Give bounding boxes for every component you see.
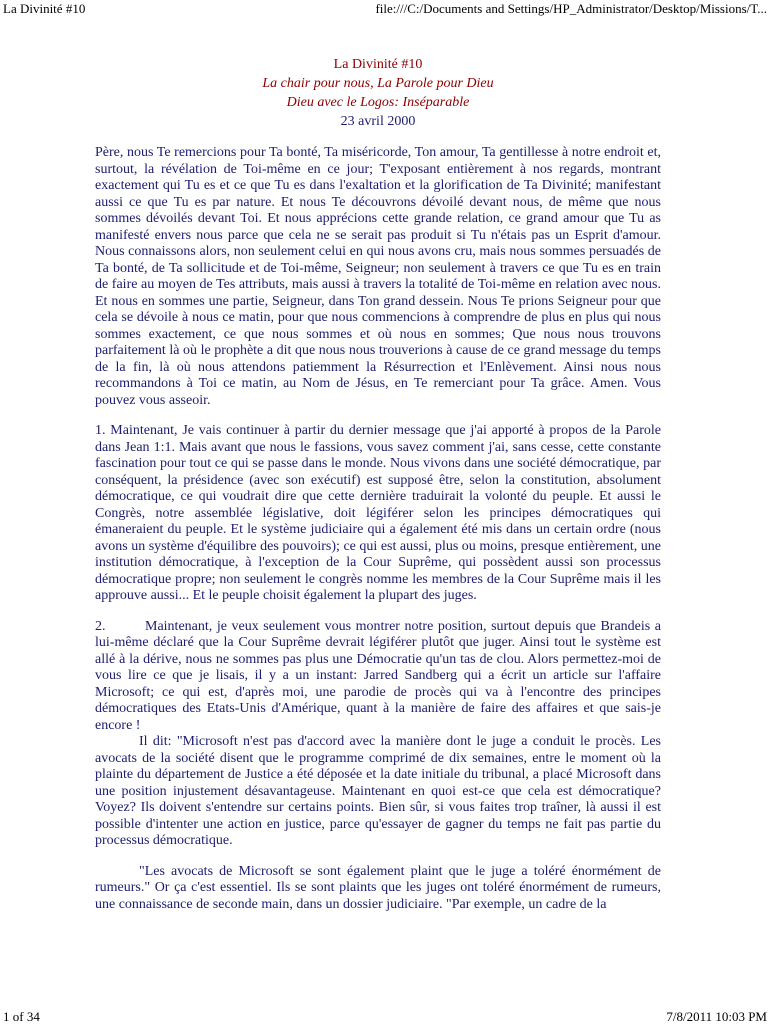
document-subtitle-2: Dieu avec le Logos: Inséparable	[286, 95, 470, 110]
paragraph-2	[95, 619, 661, 735]
page-count: 1 of 34	[3, 1009, 40, 1024]
document-body	[95, 55, 661, 927]
paragraph-1: 1. Maintenant, Je vais continuer à partir du dernier message que j'ai apporté à propos de la Parole dans Jean 1:1. Mais avant que nous le fassions, vous savez comment j'ai, sans cesse, cette constante fascination pour tout ce qui se passe dans le monde. Nous vivons dans une société démocratique, par conséquent, la présidence (avec son exécutif) est supposé être, selon la constitution, absolument démocratique, ce qui voudrait dire que cette dernière traduirait la volonté du peuple. Et aussi le Congrès, notre assemblée législative, doit légiférer selon les principes démocratiques qui émaneraient du peuple. Et le système judiciaire qui a également été mis dans un certain ordre (nous avons un système d'équilibre des pouvoirs); ce qui est aussi, plus ou moins, presque entièrement, une institution démocratique, à l'exception de la Cour Suprême, qui possèdent aussi son processus démocratique propre; non seulement le congrès nomme les membres de la Cour Suprême mais il les approuve aussi... Et le peuple choisit également la plupart des juges.	[95, 423, 661, 603]
document-subtitle-1: La chair pour nous, La Parole pour Dieu	[262, 76, 494, 91]
paragraph-number: 2.	[95, 618, 106, 634]
browser-page-title: La Divinité #10	[3, 1, 86, 16]
paragraph-lawyers: "Les avocats de Microsoft se sont également plaint que le juge a toléré énormément de rumeurs." Or ça c'est essentiel. Ils se sont plaints que les juges ont toléré énormément de rumeurs, une connaissance de seconde main, dans un dossier judiciaire. "Par exemple, un cadre de la	[95, 863, 661, 912]
paragraph-prayer: Père, nous Te remercions pour Ta bonté, Ta miséricorde, Ton amour, Ta gentillesse à notre endroit et, surtout, la révélation de Toi-même en ce jour; T'exposant entièrement à nos regards, montrant exactement qui Tu es et ce que Tu es dans l'exaltation et la glorification de Ta Divinité; manifestant aussi ce que Tu es par nature. Et nous Te découvrons dévoilé devant nous, de même que nous sommes dévoilés devant Toi. Et nous apprécions cette grande relation, ce grand amour que Tu as manifesté envers nous parce que cela ne se serait pas produit si Tu n'étais pas un Esprit d'amour. Nous connaissons alors, non seulement celui en qui nous avons cru, mais nous sommes persuadés de Ta bonté, de Ta sollicitude et de Toi-même, Seigneur; non seulement à travers ce que Tu es en train de faire au moyen de Tes attributs, mais aussi à travers la totalité de Toi-même en relation avec nous. Et nous en sommes une partie, Seigneur, dans Ton grand dessein. Nous Te prions Seigneur pour que cela se dévoile à nous ce matin, pour que nous commencions à comprendre de plus en plus qui nous sommes exactement, ce que nous sommes et où nous en sommes; Que nous nous trouvons parfaitement là où le prophète a dit que nous nous trouverions à cause de ce grand message du temps de la fin, là où nous attendons patiemment la Résurrection et l'Enlèvement. Ainsi nous nous recommandons à Toi ce matin, au Nom de Jésus, en Te remerciant pour Ta grâce. Amen. Vous pouvez vous asseoir.	[95, 145, 661, 408]
document-date: 23 avril 2000	[340, 114, 416, 129]
print-datetime: 7/8/2011 10:03 PM	[666, 1009, 767, 1024]
file-path: file:///C:/Documents and Settings/HP_Administrator/Desktop/Missions/T...	[375, 1, 767, 16]
paragraph-2-text: Maintenant, je veux seulement vous montrer notre position, surtout depuis que Brandeis a lui-même déclaré que la Cour Suprême devrait légiférer plutôt que juger. Ainsi tout le système est allé à la dérive, nous ne sommes pas plus une Démocratie qu'un tas de clou. Alors permettez-moi de vous lire ce que je lisais, il y a un instant: Jarred Sandberg qui a écrit un article sur l'affaire Microsoft; ce qui est, d'après moi, une parodie de procès qui va à l'encontre des principes démocratiques des Etats-Unis d'Amérique, quant à la manière de faire des affaires et que sais-je encore !	[95, 618, 661, 733]
document-title: La Divinité #10	[333, 57, 423, 72]
paragraph-quote: Il dit: "Microsoft n'est pas d'accord avec la manière dont le juge a conduit le procès. Les avocats de la société disent que le programme comprimé de dix semaines, entre le moment où la plainte du département de Justice a été déposée et la date initiale du tribunal, a placé Microsoft dans une position injustement désavantageuse. Maintenant en quoi est-ce que cela est démocratique? Voyez? Ils doivent s'entendre sur certains points. Bien sûr, si vous faites trop traîner, là aussi il est possible d'intenter une action en justice, parce qu'essayer de gagner du temps ne fait pas partie du processus démocratique.	[95, 734, 661, 848]
